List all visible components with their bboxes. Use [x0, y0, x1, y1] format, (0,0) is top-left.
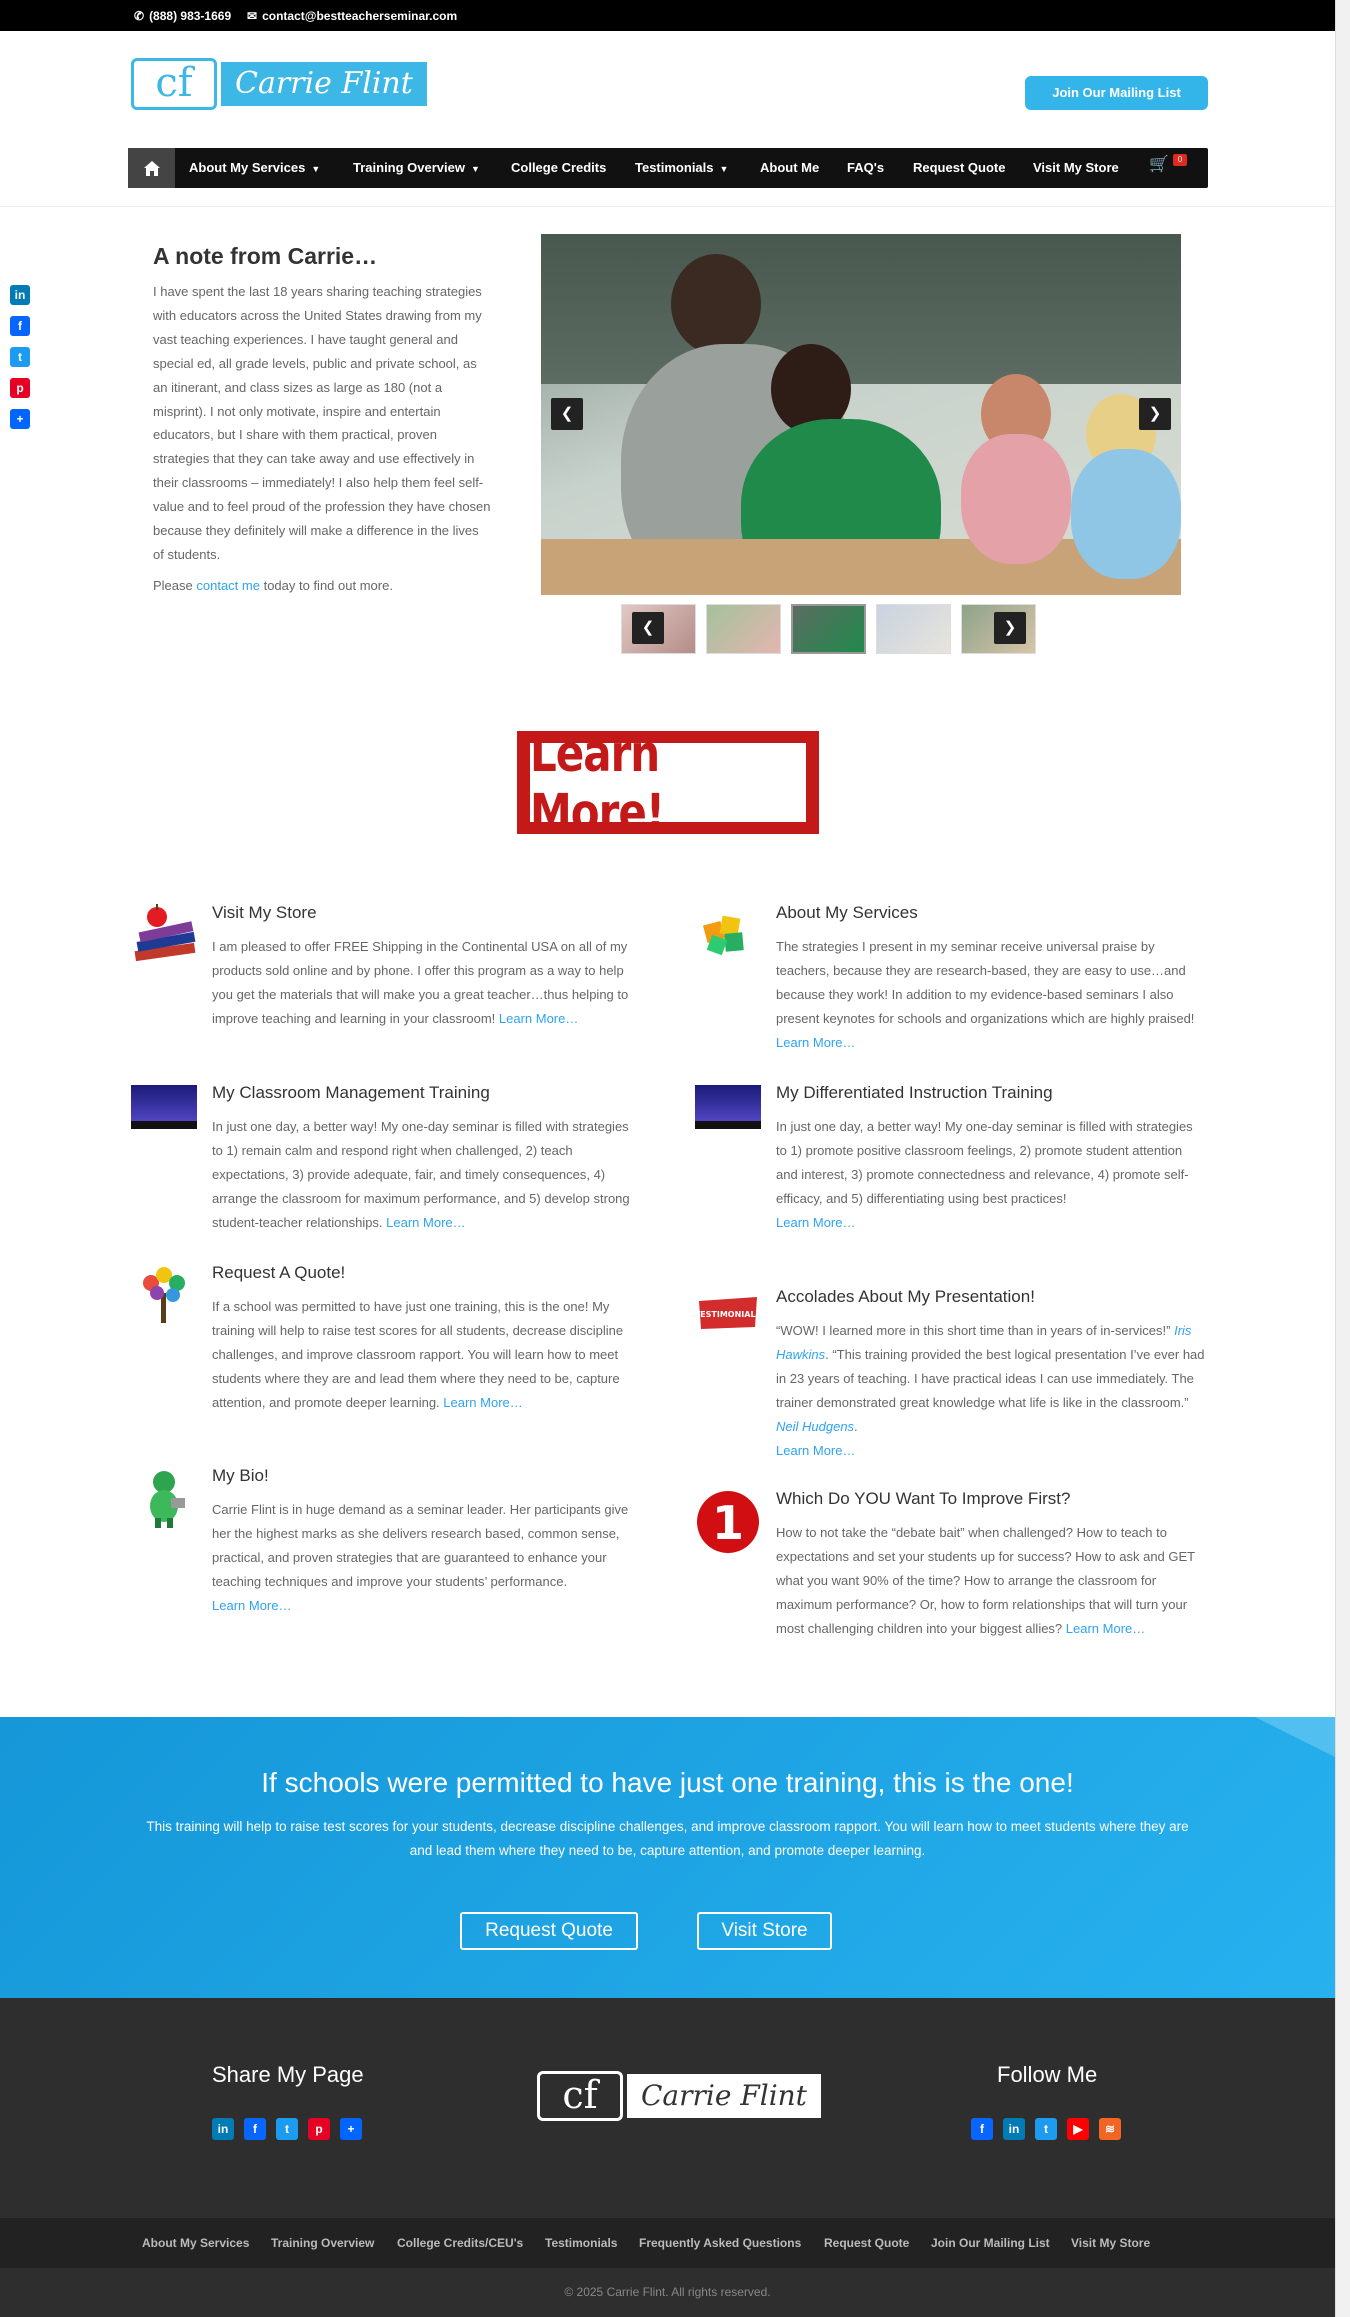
side-share-bar: [10, 285, 30, 429]
blurb-text: [776, 1319, 1206, 1462]
chalkboard-graphic: [541, 234, 1181, 384]
footer-widgets: [0, 1998, 1335, 2218]
blurb-body: “WOW! I learned more in this short time than in years of in-services!”: [776, 1323, 1175, 1338]
pinterest-icon[interactable]: p: [10, 378, 30, 398]
cta-section: [0, 1717, 1335, 1998]
note-cta: [153, 578, 393, 593]
twitter-icon[interactable]: t: [276, 2118, 298, 2140]
learn-more-link[interactable]: Learn More…: [776, 1442, 856, 1458]
copyright: © 2025 Carrie Flint. All rights reserved.: [0, 2268, 1335, 2317]
learn-more-banner-inner: [530, 723, 806, 842]
slider-thumbnail[interactable]: [706, 604, 781, 654]
share-plus-icon[interactable]: +: [10, 409, 30, 429]
blurb-bio: [212, 1466, 642, 1618]
blurb-text: [212, 1115, 642, 1235]
join-mailing-list-button[interactable]: Join Our Mailing List: [1025, 76, 1208, 110]
logo-name: Carrie Flint: [627, 2074, 821, 2118]
learn-more-link[interactable]: Learn More…: [776, 1214, 856, 1230]
blurb-title: Accolades About My Presentation!: [776, 1287, 1035, 1306]
blurb-text: [776, 935, 1206, 1055]
site-header: [0, 31, 1335, 207]
blurb-visit-store: [212, 903, 642, 1031]
testimonials-stamp-label: TESTIMONIALS: [695, 1310, 761, 1319]
student2-shirt-graphic: [961, 434, 1071, 564]
footer-link-mailing-list[interactable]: Join Our Mailing List: [931, 2236, 1050, 2250]
cartoon-character-icon: [131, 1466, 197, 1532]
thumbs-next-arrow[interactable]: ❯: [994, 612, 1026, 644]
blurb-text: [776, 1115, 1206, 1235]
blurb-title: My Classroom Management Training: [212, 1083, 490, 1102]
blurb-body: Carrie Flint is in huge demand as a seminar leader. Her participants give her the highest marks as she delivers research based, common sense, practical, and proven strategies that are guaranteed to enhance your teaching techniques and improve your students’ performance.: [212, 1502, 629, 1589]
cart-count-badge: 0: [1173, 154, 1187, 166]
testimonials-stamp-icon: [695, 1287, 761, 1353]
twitter-icon[interactable]: t: [1035, 2118, 1057, 2140]
twitter-icon[interactable]: t: [10, 347, 30, 367]
phone-contact[interactable]: [134, 9, 231, 23]
youtube-icon[interactable]: ▶: [1067, 2118, 1089, 2140]
nav-request-quote[interactable]: Request Quote: [913, 160, 1006, 175]
logo-initials: cf: [537, 2071, 623, 2121]
blurb-accolades: [695, 1287, 1206, 1462]
note-body: I have spent the last 18 years sharing teaching strategies with educators across the United States drawing from my vast teaching experiences. I have taught general and special ed, all grade levels, public and private school, as an itinerant, and class sizes as large as 180 (not a misprint). I not only motivate, inspire and entertain educators, but I share with them practical, proven strategies that they can take away and use effectively in their classrooms – immediately! I also help them feel self-value and to feel proud of the profession they have chosen because they definitely will make a difference in the lives of students.: [153, 284, 491, 562]
nav-visit-my-store[interactable]: Visit My Store: [1033, 160, 1119, 175]
phone-icon: ✆: [134, 9, 145, 23]
books-apple-icon: [131, 903, 197, 969]
night-sky-icon: [695, 1083, 761, 1149]
blurb-body: The strategies I present in my seminar receive universal praise by teachers, because they are research-based, they are easy to use…and because they work! In addition to my evidence-based seminars I also present keynotes for schools and organizations which are highly praised!: [776, 939, 1195, 1026]
nav-testimonials[interactable]: [635, 148, 728, 188]
blurb-body: I am pleased to offer FREE Shipping in the Continental USA on all of my products sold online and by phone. I offer this program as a way to help you get the materials that will make you a great teacher…thus helping to improve teaching and learning in your classroom!: [212, 939, 629, 1026]
blurb-improve-first: [711, 1489, 1206, 1641]
visit-store-button[interactable]: Visit Store: [697, 1912, 832, 1950]
footer-link-testimonials[interactable]: Testimonials: [545, 2236, 618, 2250]
footer-link-about-services[interactable]: About My Services: [142, 2236, 250, 2250]
thumbs-prev-arrow[interactable]: ❮: [632, 612, 664, 644]
phone-number[interactable]: (888) 983-1669: [149, 9, 232, 23]
slider-next-arrow[interactable]: ❯: [1139, 398, 1171, 430]
caret-down-icon: ▼: [471, 164, 480, 174]
note-cta-text: Please: [153, 578, 197, 593]
request-quote-button[interactable]: Request Quote: [460, 1912, 638, 1950]
blurb-body: .: [854, 1418, 858, 1434]
learn-more-banner-text: Learn More!: [530, 723, 665, 842]
learn-more-banner[interactable]: [517, 723, 819, 842]
email-contact[interactable]: [247, 9, 457, 23]
blurb-request-quote: [212, 1263, 642, 1415]
blurb-title: My Bio!: [212, 1466, 269, 1485]
blurb-body: In just one day, a better way! My one-day seminar is filled with strategies to 1) remain calm and respond right when challenged, 2) teach expectations, 3) provide adequate, fair, and timely consequences, 4) arrange the classroom for maximum performance, and 5) develop strong student-teacher relationships.: [212, 1119, 630, 1230]
caret-down-icon: ▼: [719, 164, 729, 174]
learn-more-link[interactable]: Learn More…: [443, 1394, 523, 1410]
slider-thumbnail-active[interactable]: [791, 604, 866, 654]
pinterest-icon[interactable]: p: [308, 2118, 330, 2140]
nav-about-me[interactable]: About Me: [760, 160, 820, 175]
follow-me-title: Follow Me: [997, 2062, 1098, 2087]
blurb-body: In just one day, a better way! My one-day seminar is filled with strategies to 1) promote positive classroom feelings, 2) promote student attention and interest, 3) promote connectedness and relevance, 4) promote self-efficacy, and 5) differentiating using best practices!: [776, 1119, 1193, 1206]
nav-about-my-services[interactable]: [189, 148, 320, 188]
nav-faqs[interactable]: FAQ's: [847, 160, 885, 175]
footer-nav: [0, 2218, 1335, 2268]
nav-label: Training Overview: [353, 160, 465, 175]
main-nav: [128, 148, 1208, 188]
learn-more-link[interactable]: Learn More…: [1065, 1620, 1146, 1636]
slider-prev-arrow[interactable]: ❮: [551, 398, 583, 430]
footer-share-icons: [212, 2118, 362, 2140]
share-my-page-title: Share My Page: [212, 2062, 364, 2087]
footer-link-faq[interactable]: Frequently Asked Questions: [639, 2236, 802, 2250]
learn-more-link[interactable]: Learn More…: [776, 1034, 856, 1050]
blurb-classroom-management: [212, 1083, 642, 1235]
blurb-title: My Differentiated Instruction Training: [776, 1083, 1053, 1102]
colorful-tree-icon: [131, 1263, 197, 1329]
home-icon: [144, 161, 160, 176]
footer-logo[interactable]: [537, 2071, 821, 2121]
blurb-about-services: [776, 903, 1206, 1055]
image-slider[interactable]: [541, 234, 1181, 595]
note-cta-text: today to find out more.: [259, 578, 393, 593]
testimonial-author: Neil Hudgens: [776, 1418, 855, 1434]
blurb-text: [776, 1521, 1206, 1641]
testimonial-author: Iris Hawkins: [776, 1323, 1192, 1362]
home-nav-button[interactable]: [128, 148, 175, 188]
puzzle-pieces-icon: [695, 903, 761, 969]
nav-label: Testimonials: [635, 160, 714, 175]
facebook-icon[interactable]: f: [10, 316, 30, 336]
nav-label: About My Services: [189, 160, 306, 175]
learn-more-link[interactable]: Learn More…: [386, 1214, 466, 1230]
nav-college-credits[interactable]: College Credits: [511, 160, 607, 175]
blurb-body: If a school was permitted to have just one training, this is the one! My training will help to raise test scores for all students, decrease discipline challenges, and improve classroom rapport. You will learn how to meet students where they are and lead them where they need to be, capture attention, and promote deeper learning.: [212, 1299, 624, 1410]
envelope-icon: ✉: [247, 9, 258, 23]
facebook-icon[interactable]: f: [244, 2118, 266, 2140]
night-sky-icon: [131, 1083, 197, 1149]
slider-thumbnails: [621, 604, 1036, 654]
rss-icon[interactable]: ≋: [1099, 2118, 1121, 2140]
caret-down-icon: ▼: [311, 164, 321, 174]
cta-title: If schools were permitted to have just one training, this is the one!: [261, 1767, 1074, 1798]
facebook-icon[interactable]: f: [971, 2118, 993, 2140]
learn-more-link[interactable]: Learn More…: [498, 1010, 579, 1026]
footer-link-training-overview[interactable]: Training Overview: [271, 2236, 375, 2250]
cart-button[interactable]: [1149, 154, 1183, 174]
blurb-title: Request A Quote!: [212, 1263, 346, 1282]
cta-text: This training will help to raise test scores for your students, decrease discipline challenges, and improve classroom rapport. You will learn how to meet students where they are and lead them where they need to be, capture attention, and promote deeper learning.: [146, 1819, 1189, 1858]
share-plus-icon[interactable]: +: [340, 2118, 362, 2140]
nav-training-overview[interactable]: [353, 148, 480, 188]
linkedin-icon[interactable]: in: [1003, 2118, 1025, 2140]
number-one-label: 1: [711, 1496, 745, 1550]
page-scrollbar[interactable]: [1335, 0, 1350, 2317]
note-title: A note from Carrie…: [153, 243, 378, 269]
blurb-title: Visit My Store: [212, 903, 317, 922]
site-logo[interactable]: [131, 58, 427, 110]
footer-link-request-quote[interactable]: Request Quote: [824, 2236, 910, 2250]
linkedin-icon[interactable]: in: [212, 2118, 234, 2140]
blurb-body: . “This training provided the best logical presentation I’ve ever had in 23 years of teaching. I have practical ideas I can use immediately. The trainer demonstrated great knowledge what life is like in the classroom.”: [776, 1346, 1205, 1410]
teacher-head-graphic: [671, 254, 761, 354]
logo-initials: cf: [131, 58, 217, 110]
footer-follow-icons: [971, 2118, 1121, 2140]
slider-thumbnail[interactable]: [876, 604, 951, 654]
blurb-differentiated-instruction: [776, 1083, 1206, 1235]
logo-name: Carrie Flint: [221, 62, 427, 106]
contact-me-link[interactable]: contact me: [196, 578, 260, 593]
corner-decoration: [1255, 1717, 1335, 1757]
learn-more-link[interactable]: Learn More…: [212, 1597, 292, 1613]
linkedin-icon[interactable]: in: [10, 285, 30, 305]
blurb-title: About My Services: [776, 903, 918, 922]
blurb-body: How to not take the “debate bait” when challenged? How to teach to expectations and set your students up for success? How to ask and GET what you want 90% of the time? How to arrange the classroom for maximum performance? Or, how to form relationships that will turn your most challenging children into your biggest allies?: [776, 1525, 1195, 1636]
blurb-text: [212, 1295, 642, 1415]
student3-shirt-graphic: [1071, 449, 1181, 579]
blurb-text: [212, 1498, 642, 1618]
footer-link-college-credits[interactable]: College Credits/CEU's: [397, 2236, 524, 2250]
blurb-title: Which Do YOU Want To Improve First?: [776, 1489, 1071, 1508]
footer-link-visit-store[interactable]: Visit My Store: [1071, 2236, 1151, 2250]
number-one-icon: [695, 1489, 761, 1555]
top-bar: [0, 0, 1335, 31]
cart-icon: 🛒: [1149, 156, 1169, 173]
email-address[interactable]: contact@bestteacherseminar.com: [262, 9, 458, 23]
blurb-text: [212, 935, 642, 1031]
